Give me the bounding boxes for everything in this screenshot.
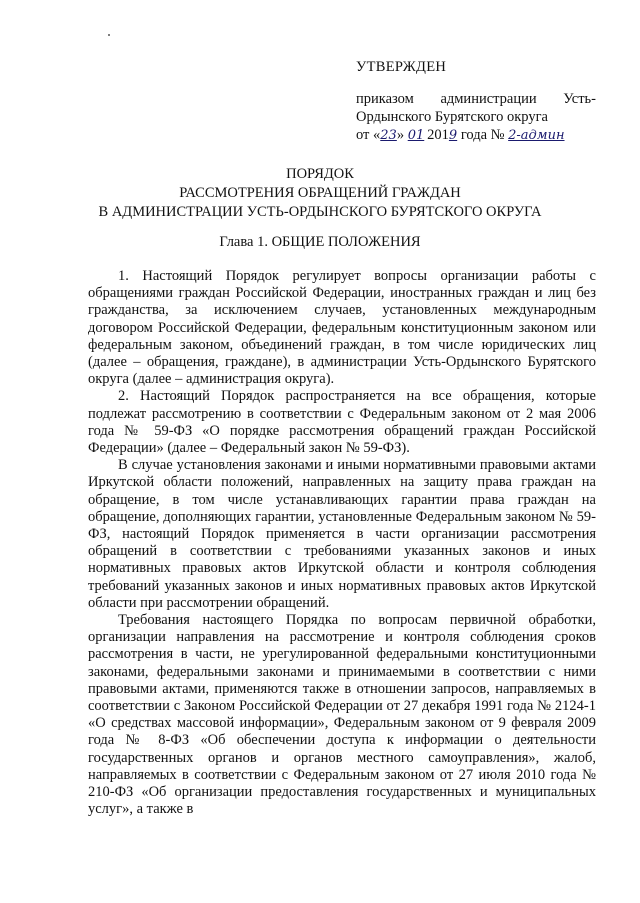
date-prefix: от « [356,127,381,143]
date-year-prefix: 201 [427,127,449,143]
document-title [40,165,600,222]
chapter-heading: Глава 1. ОБЩИЕ ПОЛОЖЕНИЯ [219,234,421,250]
title-line-2: РАССМОТРЕНИЯ ОБРАЩЕНИЙ ГРАЖДАН [179,185,461,201]
approval-line-2: Ордынского Бурятского округа [356,109,548,125]
date-day-handwritten: 23 [380,128,397,143]
date-separator: » [396,127,408,143]
order-number-handwritten: 2-админ [508,128,565,143]
approval-date-line [356,126,596,145]
document-body [88,268,596,819]
date-year-digit-handwritten: 9 [448,128,458,143]
title-line-1: ПОРЯДОК [286,166,354,182]
approval-label: УТВЕРЖДЕН [356,59,447,75]
paragraph-3: В случае установления законами и иными нормативными правовыми актами Иркутской области положений, направленных на защиту права граждан на обращение, в том числе устанавливающих гарантии права граждан на обращение, дополняющих гарантии, установленные Федеральным законом № 59-ФЗ, настоящий Порядок применяется в части организации рассмотрения обращений в соответствии с требованиями указанных законов и иных нормативных правовых актов Иркутской области и контроля соблюдения требований указанных законов и иных нормативных правовых актов Иркутской области при рассмотрении обращений. [88,457,596,611]
approval-block [356,58,596,145]
title-line-3: В АДМИНИСТРАЦИИ УСТЬ-ОРДЫНСКОГО БУРЯТСКОГО ОКРУГА [98,204,542,220]
paragraph-2: 2. Настоящий Порядок распространяется на все обращения, которые подлежат рассмотрению в соответствии с Федеральным законом от 2 мая 2006 года № 59-ФЗ «О порядке рассмотрения обращений граждан Российской Федерации» (далее – Федеральный закон № 59-ФЗ). [88,388,596,457]
approval-line-1: приказом администрации Усть- [356,91,596,107]
date-month-handwritten: 01 [407,128,425,143]
paragraph-1: 1. Настоящий Порядок регулирует вопросы организации работы с обращениями граждан Российской Федерации, иностранных граждан и лиц без гражданства, за исключением случаев, установленных международным договором Российской Федерации, федеральным конституционным законом или федеральным законом, объединений граждан, в том числе юридических лиц (далее – обращения, граждане), в администрации Усть-Ордынского Бурятского округа (далее – администрация округа). [88,268,596,388]
date-year-suffix: года № [457,127,505,143]
paragraph-4: Требования настоящего Порядка по вопросам первичной обработки, организации направления на рассмотрение и контроля соблюдения сроков рассмотрения в части, не урегулированной федеральными конституционными законами, федеральными законами и принимаемыми в соответствии с ними правовыми актами, применяются также в отношении запросов, направляемых в соответствии с Законом Российской Федерации от 27 декабря 1991 года № 2124-1 «О средствах массовой информации», Федеральным законом от 9 февраля 2009 года № 8-ФЗ «Об обеспечении доступа к информации о деятельности государственных органов и органов местного самоуправления», жалоб, направляемых в соответствии с Федеральным законом от 27 июля 2010 года № 210-ФЗ «Об организации предоставления государственных и муниципальных услуг», а также в [88,612,596,818]
scan-speck [108,34,110,36]
